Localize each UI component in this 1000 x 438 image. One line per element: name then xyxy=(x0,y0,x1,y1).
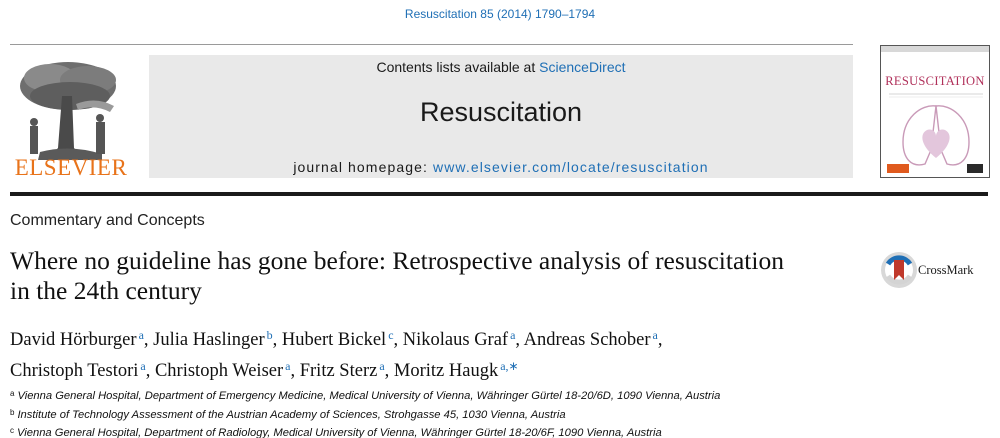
author-name[interactable] xyxy=(10,330,149,350)
author-affiliation-marker[interactable]: a xyxy=(379,359,385,373)
author-name-text: Moritz Haugk xyxy=(393,361,499,381)
author-name-text: Hubert Bickel xyxy=(281,330,387,350)
author-name-text: Julia Haslinger xyxy=(153,330,265,350)
author-name-text: David Hörburger xyxy=(10,330,137,350)
author-list xyxy=(10,322,890,384)
author-affiliation-marker[interactable]: a xyxy=(140,359,146,373)
contents-text: Contents lists available at xyxy=(376,59,536,75)
journal-cover-thumbnail[interactable] xyxy=(880,45,990,178)
author-separator: , xyxy=(515,330,521,350)
crossmark-label[interactable]: CrossMark xyxy=(918,263,974,277)
author-name-text: Christoph Testori xyxy=(10,361,139,381)
author-name[interactable] xyxy=(10,361,150,381)
author-name[interactable] xyxy=(282,330,398,350)
contents-line xyxy=(149,59,853,75)
affiliation-letter: b xyxy=(10,407,15,417)
title-rule xyxy=(10,192,988,196)
author-name-text: Fritz Sterz xyxy=(299,361,378,381)
author-separator: , xyxy=(393,330,399,350)
author-separator: , xyxy=(384,361,390,381)
affiliation-text: Institute of Technology Assessment of the Austrian Academy of Sciences, Strohgasse 45, 1030 Vienna, Austria xyxy=(17,408,566,421)
affiliation-text: Vienna General Hospital, Department of Radiology, Medical University of Vienna, Währinger Gürtel 18-20/6F, 1090 Vienna, Austria xyxy=(17,427,662,438)
author-name[interactable] xyxy=(155,361,295,381)
author-affiliation-marker[interactable]: a xyxy=(510,328,516,342)
journal-homepage-line xyxy=(149,159,853,175)
homepage-label: journal homepage: xyxy=(293,159,428,175)
journal-citation[interactable]: Resuscitation 85 (2014) 1790–1794 xyxy=(404,7,596,21)
author-affiliation-marker[interactable]: a xyxy=(285,359,291,373)
author-separator: , xyxy=(272,330,278,350)
author-separator: , xyxy=(290,361,296,381)
article-section: Commentary and Concepts xyxy=(10,212,205,229)
author-affiliation-marker[interactable]: b xyxy=(266,328,273,342)
affiliation-item xyxy=(10,405,990,424)
affiliation-list xyxy=(10,386,990,438)
affiliation-text: Vienna General Hospital, Department of Emergency Medicine, Medical University of Vienna, Währinger Gürtel 18-20/6D, 1090 Vienna, Austria xyxy=(17,390,721,402)
article-title: Where no guideline has gone before: Retrospective analysis of resuscitation in the 24th century xyxy=(10,246,784,305)
elsevier-wordmark[interactable]: ELSEVIER xyxy=(14,155,128,180)
journal-banner xyxy=(149,55,853,178)
author-affiliation-marker[interactable]: a xyxy=(138,328,144,342)
affiliation-item xyxy=(10,423,990,438)
author-name[interactable] xyxy=(394,361,519,381)
author-separator: , xyxy=(145,361,151,381)
author-name-text: Christoph Weiser xyxy=(154,361,284,381)
cover-art-icon xyxy=(881,46,990,178)
author-name-text: Andreas Schober xyxy=(523,330,651,350)
author-name[interactable] xyxy=(403,330,520,350)
affiliation-letter: c xyxy=(10,426,14,435)
author-separator: , xyxy=(143,330,149,350)
sciencedirect-link[interactable]: ScienceDirect xyxy=(539,59,626,75)
author-affiliation-marker[interactable]: c xyxy=(388,328,394,342)
author-name[interactable] xyxy=(524,330,663,350)
author-name-text: Nikolaus Graf xyxy=(402,330,509,350)
journal-homepage-link[interactable]: www.elsevier.com/locate/resuscitation xyxy=(432,159,709,175)
author-separator: , xyxy=(657,330,663,350)
cover-title: RESUSCITATION xyxy=(885,74,985,88)
affiliation-letter: a xyxy=(10,389,15,398)
author-affiliation-marker[interactable]: a,∗ xyxy=(500,359,519,373)
affiliation-item xyxy=(10,386,990,405)
author-name[interactable] xyxy=(300,361,390,381)
author-name[interactable] xyxy=(153,330,277,350)
journal-title: Resuscitation xyxy=(419,97,583,127)
header-rule xyxy=(10,44,853,45)
author-affiliation-marker[interactable]: a xyxy=(652,328,658,342)
